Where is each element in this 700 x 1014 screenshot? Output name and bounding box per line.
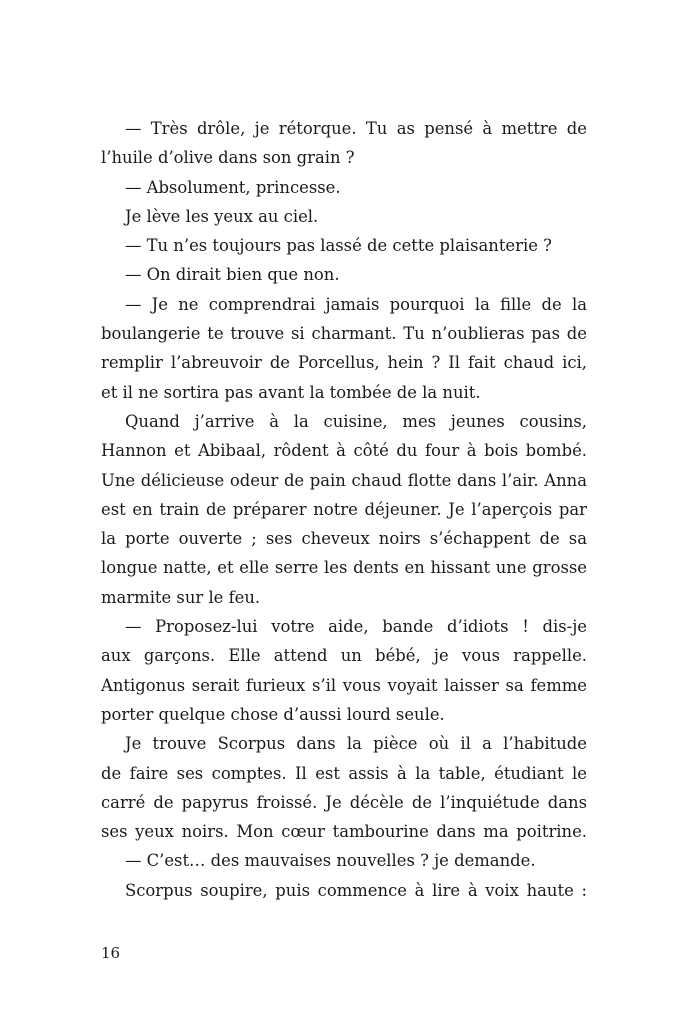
text-line: Une délicieuse odeur de pain chaud flotte dans l’air. Anna (101, 470, 587, 490)
text-line: — Je ne comprendrai jamais pourquoi la fille de la (125, 294, 587, 314)
text-line: — Très drôle, je rétorque. Tu as pensé à mettre de (125, 119, 587, 138)
text-line: de faire ses comptes. Il est assis à la table, étudiant le (101, 763, 587, 783)
text-line: et il ne sortira pas avant la tombée de la nuit. (101, 382, 481, 402)
text-line: remplir l’abreuvoir de Porcellus, hein ? Il fait chaud ici, (101, 353, 587, 373)
text-line: — Proposez-lui votre aide, bande d’idiots ! dis-je (125, 617, 587, 637)
text-line: l’huile d’olive dans son grain ? (101, 148, 355, 168)
text-line: ses yeux noirs. Mon cœur tambourine dans ma poitrine. (101, 822, 587, 842)
page-body-text (101, 114, 587, 905)
page-number: 16 (101, 944, 121, 962)
text-line: boulangerie te trouve si charmant. Tu n’oublieras pas de (101, 324, 587, 344)
text-line: porter quelque chose d’aussi lourd seule. (101, 704, 445, 724)
text-line: Je trouve Scorpus dans la pièce où il a l’habitude (125, 734, 587, 754)
text-line: est en train de préparer notre déjeuner. Je l’aperçois par (101, 499, 587, 519)
text-line: carré de papyrus froissé. Je décèle de l’inquiétude dans (101, 792, 587, 812)
text-line: — Absolument, princesse. (125, 177, 341, 197)
text-line: — Tu n’es toujours pas lassé de cette plaisanterie ? (125, 236, 552, 256)
text-line: Hannon et Abibaal, rôdent à côté du four à bois bombé. (101, 441, 587, 461)
text-line: longue natte, et elle serre les dents en hissant une grosse (101, 558, 587, 578)
text-line: Quand j’arrive à la cuisine, mes jeunes cousins, (125, 411, 587, 431)
text-line: — On dirait bien que non. (125, 265, 340, 285)
text-line: marmite sur le feu. (101, 587, 261, 607)
text-line: Scorpus soupire, puis commence à lire à voix haute : (125, 880, 587, 900)
text-line: la porte ouverte ; ses cheveux noirs s’échappent de sa (101, 529, 587, 549)
text-line: Je lève les yeux au ciel. (125, 206, 319, 226)
text-line: — C’est… des mauvaises nouvelles ? je demande. (125, 851, 536, 871)
text-line: aux garçons. Elle attend un bébé, je vous rappelle. (101, 646, 587, 666)
text-line: Antigonus serait furieux s’il vous voyait laisser sa femme (101, 675, 587, 695)
